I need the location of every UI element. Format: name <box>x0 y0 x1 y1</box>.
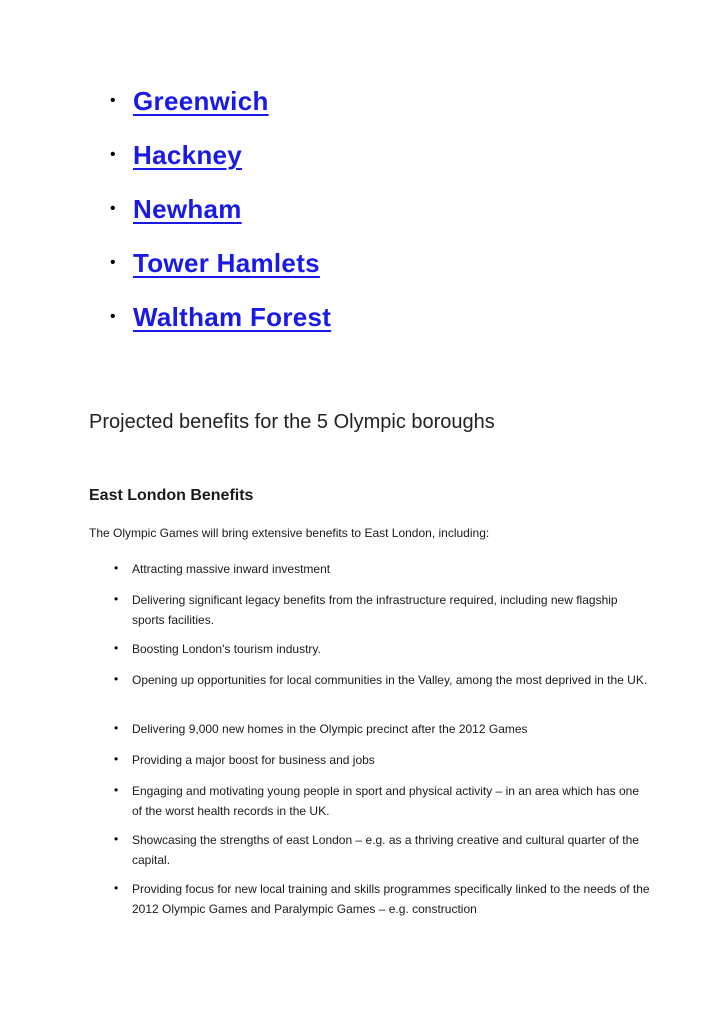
section-heading: East London Benefits <box>89 487 254 504</box>
bullet-icon: • <box>110 146 116 163</box>
page-subtitle: Projected benefits for the 5 Olympic boroughs <box>89 411 495 433</box>
bullet-icon: • <box>114 561 119 575</box>
bullet-icon: • <box>114 672 119 686</box>
benefit-text: Attracting massive inward investment <box>132 562 331 576</box>
bullet-icon: • <box>110 254 116 271</box>
benefit-text: Opening up opportunities for local communities in the Valley, among the most deprived in the UK. <box>132 673 648 687</box>
bullet-icon: • <box>114 783 119 797</box>
borough-link-waltham-forest[interactable]: Waltham Forest <box>133 302 332 332</box>
borough-link-newham[interactable]: Newham <box>133 194 242 224</box>
bullet-icon: • <box>114 881 119 895</box>
list-item <box>0 248 728 302</box>
borough-link-tower-hamlets[interactable]: Tower Hamlets <box>133 248 320 278</box>
benefit-text: Delivering significant legacy benefits from the infrastructure required, including new flagship sports facilities. <box>132 593 618 627</box>
benefit-text: Providing a major boost for business and jobs <box>132 753 375 767</box>
list-item <box>0 194 728 248</box>
borough-link-hackney[interactable]: Hackney <box>133 140 243 170</box>
list-item <box>0 140 728 194</box>
bullet-icon: • <box>110 200 116 217</box>
intro-paragraph: The Olympic Games will bring extensive benefits to East London, including: <box>89 526 490 540</box>
bullet-icon: • <box>110 92 116 109</box>
list-item <box>0 86 728 140</box>
bullet-icon: • <box>114 641 119 655</box>
borough-link-greenwich[interactable]: Greenwich <box>133 86 269 116</box>
benefit-text: Delivering 9,000 new homes in the Olympic precinct after the 2012 Games <box>132 722 528 736</box>
borough-link-list <box>0 86 728 356</box>
bullet-icon: • <box>114 721 119 735</box>
benefit-text: Providing focus for new local training and skills programmes specifically linked to the needs of the 2012 Olympic Games and Paralympic Games – e.g. construction <box>132 882 650 916</box>
bullet-icon: • <box>110 308 116 325</box>
benefit-text: Engaging and motivating young people in sport and physical activity – in an area which has one of the worst health records in the UK. <box>132 784 639 818</box>
list-item <box>0 302 728 356</box>
bullet-icon: • <box>114 832 119 846</box>
benefit-text: Showcasing the strengths of east London – e.g. as a thriving creative and cultural quarter of the capital. <box>132 833 639 867</box>
benefit-text: Boosting London's tourism industry. <box>132 642 321 656</box>
bullet-icon: • <box>114 592 119 606</box>
bullet-icon: • <box>114 752 119 766</box>
